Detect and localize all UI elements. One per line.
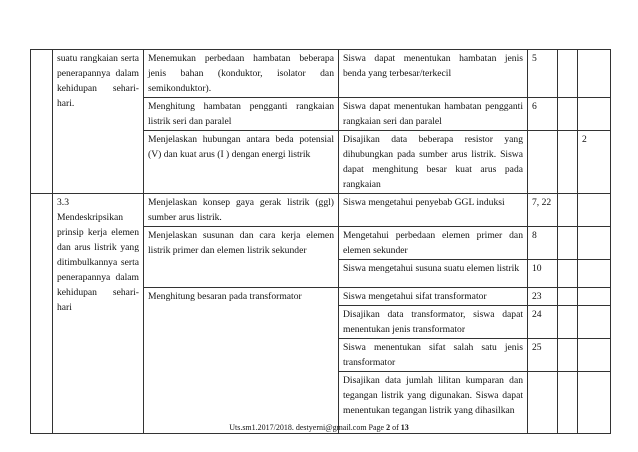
cell-empty — [558, 131, 578, 194]
cell-extra — [578, 339, 611, 372]
cell-extra — [578, 227, 611, 260]
cell-indicator: Menjelaskan konsep gaya gerak listrik (ggl) sumber arus listrik. — [144, 194, 339, 227]
cell-extra — [578, 194, 611, 227]
footer-text: Uts.sm1.2017/2018. destyerni@gmail.com Page — [229, 423, 387, 432]
cell-number: 23 — [528, 288, 558, 306]
cell-number: 10 — [528, 260, 558, 288]
blueprint-table — [30, 49, 611, 434]
cell-question: Siswa mengetahui sifat transformator — [339, 288, 528, 306]
cell-question: Siswa menentukan sifat salah satu jenis transformator — [339, 339, 528, 372]
cell-competency — [53, 194, 144, 434]
cell-question: Siswa dapat menentukan hambatan pengganti rangkaian seri dan paralel — [339, 98, 528, 131]
cell-empty — [558, 194, 578, 227]
cell-empty — [558, 50, 578, 98]
cell-question: Mengetahui perbedaan elemen primer dan elemen sekunder — [339, 227, 528, 260]
cell-no — [31, 50, 53, 194]
cell-number: 24 — [528, 306, 558, 339]
cell-number: 25 — [528, 339, 558, 372]
cell-extra — [578, 260, 611, 288]
cell-empty — [558, 260, 578, 288]
cell-number: 8 — [528, 227, 558, 260]
table-row — [31, 50, 611, 98]
cell-empty — [558, 98, 578, 131]
cell-indicator: Menjelaskan hubungan antara beda potensial (V) dan kuat arus (I ) dengan energi listrik — [144, 131, 339, 194]
cell-question: Disajikan data transformator, siswa dapat menentukan jenis transformator — [339, 306, 528, 339]
footer-page-total: 13 — [400, 423, 409, 432]
cell-indicator: Menghitung hambatan pengganti rangkaian listrik seri dan paralel — [144, 98, 339, 131]
cell-question: Siswa mengetahui penyebab GGL induksi — [339, 194, 528, 227]
cell-competency: suatu rangkaian serta penerapannya dalam kehidupan sehari-hari. — [53, 50, 144, 194]
cell-number: 7, 22 — [528, 194, 558, 227]
cell-extra — [578, 306, 611, 339]
competency-text: Mendeskripsikan prinsip kerja elemen dan arus listrik yang ditimbulkannya serta penerapannya dalam kehidupan sehari-hari — [57, 212, 139, 313]
cell-question: Siswa dapat menentukan hambatan jenis benda yang terbesar/terkecil — [339, 50, 528, 98]
cell-empty — [558, 339, 578, 372]
cell-indicator: Menemukan perbedaan hambatan beberapa jenis bahan (konduktor, isolator dan semikonduktor). — [144, 50, 339, 98]
cell-empty — [558, 288, 578, 306]
cell-question: Disajikan data jumlah lilitan kumparan dan tegangan listrik yang digunakan. Siswa dapat menentukan tegangan listrik yang dihasilkan — [339, 372, 528, 434]
cell-question: Disajikan data beberapa resistor yang dihubungkan pada sumber arus listrik. Siswa dapat menghitung besar kuat arus pada rangkaian — [339, 131, 528, 194]
footer-of: of — [390, 423, 401, 432]
cell-number — [528, 131, 558, 194]
cell-empty — [558, 227, 578, 260]
cell-question: Siswa mengetahui susuna suatu elemen listrik — [339, 260, 528, 288]
table-row — [31, 194, 611, 227]
cell-indicator: Menghitung besaran pada transformator — [144, 288, 339, 434]
cell-number: 5 — [528, 50, 558, 98]
cell-indicator: Menjelaskan susunan dan cara kerja elemen listrik primer dan elemen listrik sekunder — [144, 227, 339, 288]
footer-page-number: 2 — [386, 423, 391, 432]
page-footer — [0, 423, 638, 433]
cell-number: 6 — [528, 98, 558, 131]
competency-code: 3.3 — [57, 197, 69, 208]
cell-extra — [578, 98, 611, 131]
cell-no — [31, 194, 53, 434]
cell-extra — [578, 288, 611, 306]
cell-empty — [558, 306, 578, 339]
cell-extra: 2 — [578, 131, 611, 194]
cell-extra — [578, 50, 611, 98]
